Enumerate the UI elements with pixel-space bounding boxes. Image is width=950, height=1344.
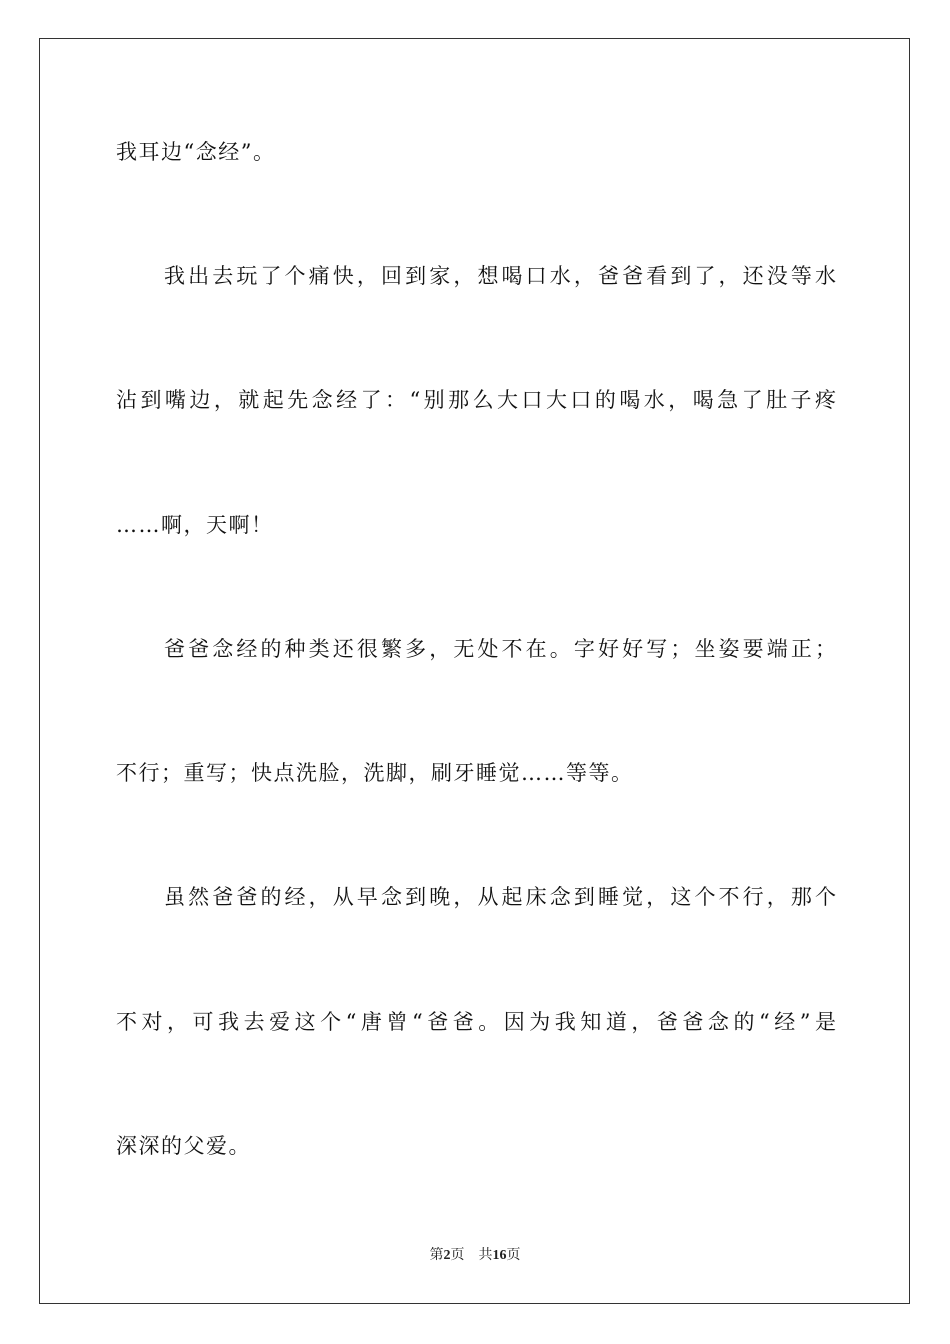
total-suffix: 页 — [506, 1248, 521, 1263]
text-line-4: ……啊，天啊！ — [116, 513, 274, 537]
text-line-9: 深深的父爱。 — [116, 1134, 251, 1158]
text-line-3: 沾到嘴边，就起先念经了：“别那么大口大口的喝水，喝急了肚子疼 — [116, 388, 836, 412]
page-prefix: 第 — [429, 1248, 444, 1263]
page-footer — [0, 1247, 950, 1265]
page-suffix: 页 — [450, 1248, 465, 1263]
text-line-1: 我耳边“念经”。 — [116, 140, 276, 164]
page-number: 2 — [443, 1248, 451, 1263]
text-line-5: 爸爸念经的种类还很繁多，无处不在。字好好写；坐姿要端正； — [164, 637, 836, 661]
text-line-7: 虽然爸爸的经，从早念到晚，从起床念到睡觉，这个不行，那个 — [164, 885, 836, 909]
total-prefix: 共 — [478, 1248, 493, 1263]
total-pages: 16 — [492, 1248, 507, 1263]
text-line-2: 我出去玩了个痛快，回到家，想喝口水，爸爸看到了，还没等水 — [164, 264, 836, 288]
text-line-8: 不对，可我去爱这个“唐曾“爸爸。因为我知道，爸爸念的“经”是 — [116, 1010, 836, 1034]
text-line-6: 不行；重写；快点洗脸，洗脚，刷牙睡觉……等等。 — [116, 761, 634, 785]
page-border — [39, 38, 910, 1304]
